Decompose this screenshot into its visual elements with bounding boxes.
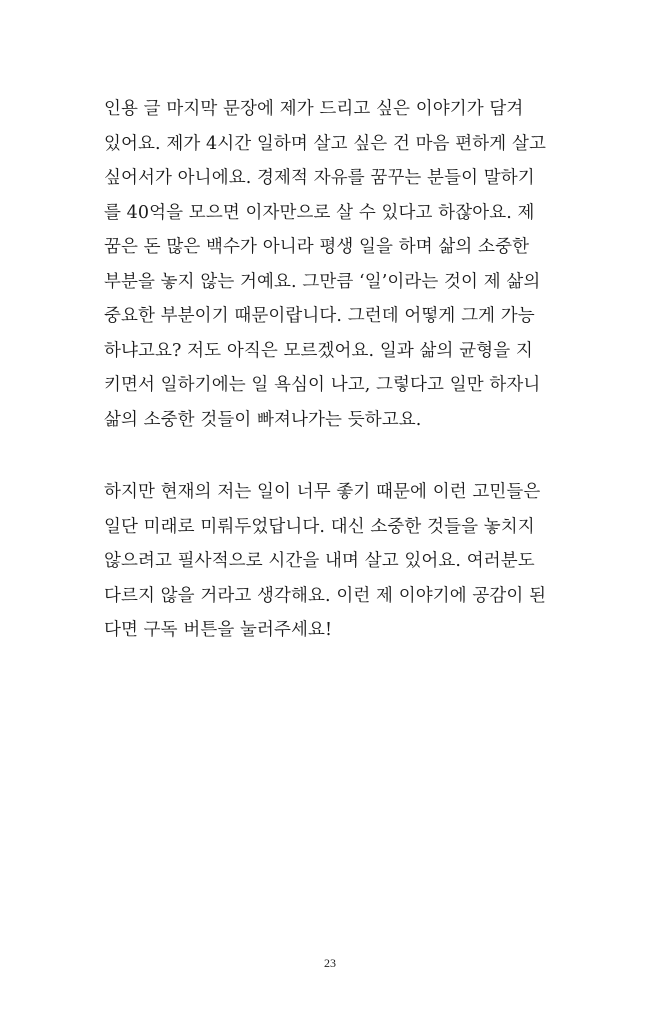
text-line: 를 40억을 모으면 이자만으로 살 수 있다고 하잖아요. 제 (104, 202, 535, 223)
text-line: 있어요. 제가 4시간 일하며 살고 싶은 건 마음 편하게 살고 (104, 133, 546, 154)
text-line: 다면 구독 버튼을 눌러주세요! (104, 620, 333, 640)
text-line: 다르지 않을 거라고 생각해요. 이런 제 이야기에 공감이 된 (104, 585, 547, 606)
text-line: 삶의 소중한 것들이 빠져나가는 듯하고요. (104, 409, 422, 430)
text-line: 싶어서가 아니에요. 경제적 자유를 꿈꾸는 분들이 말하기 (104, 168, 535, 188)
body-text (104, 92, 556, 648)
text-line: 꿈은 돈 많은 백수가 아니라 평생 일을 하며 삶의 소중한 (104, 237, 530, 257)
paragraph-2 (104, 475, 556, 648)
text-line: 키면서 일하기에는 일 욕심이 나고, 그렇다고 일만 하자니 (104, 375, 541, 395)
text-line: 하지만 현재의 저는 일이 너무 좋기 때문에 이런 고민들은 (104, 482, 541, 502)
page-number: 23 (324, 956, 336, 970)
text-line: 않으려고 필사적으로 시간을 내며 살고 있어요. 여러분도 (104, 551, 535, 571)
text-line: 일단 미래로 미뤄두었답니다. 대신 소중한 것들을 놓치지 (104, 516, 535, 537)
text-line: 하냐고요? 저도 아직은 모르겠어요. 일과 삶의 균형을 지 (104, 340, 533, 361)
text-line: 인용 글 마지막 문장에 제가 드리고 싶은 이야기가 담겨 (104, 99, 524, 119)
paragraph-1 (104, 92, 556, 437)
text-line: 중요한 부분이기 때문이랍니다. 그런데 어떻게 그게 가능 (104, 306, 535, 326)
text-line: 부분을 놓지 않는 거예요. 그만큼 ‘일’이라는 것이 제 삶의 (104, 271, 541, 292)
